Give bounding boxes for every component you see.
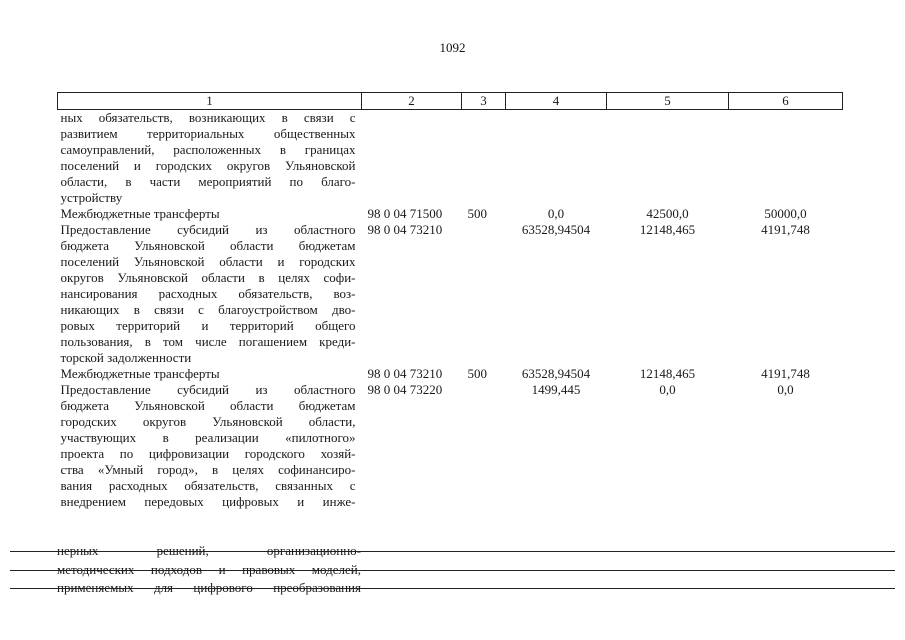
budget-code: 98 0 04 73210 bbox=[367, 366, 443, 381]
expense-type: 500 bbox=[467, 366, 487, 381]
value-col5: 0,0 bbox=[659, 382, 676, 397]
description-line: Предоставление субсидий из областного bbox=[60, 222, 356, 237]
column-header: 6 bbox=[729, 93, 843, 110]
budget-code: 98 0 04 73210 bbox=[367, 222, 443, 237]
struck-text-line: применяемых для цифрового преобразования bbox=[57, 580, 361, 595]
table-row bbox=[58, 366, 843, 382]
value-col5: 12148,465 bbox=[639, 366, 696, 381]
expense-type: 500 bbox=[467, 206, 487, 221]
description-line: развитием территориальных общественных bbox=[60, 126, 356, 141]
column-header-row bbox=[58, 93, 843, 110]
row-description bbox=[58, 110, 362, 207]
description-line: бюджета Ульяновской области бюджетам bbox=[60, 238, 356, 253]
row-description bbox=[58, 382, 362, 510]
row-description bbox=[58, 206, 362, 222]
row-description bbox=[58, 366, 362, 382]
column-header: 1 bbox=[58, 93, 362, 110]
value-col6: 0,0 bbox=[777, 382, 794, 397]
description-line: проекта по цифровизации городского хозяй- bbox=[60, 446, 356, 461]
budget-code: 98 0 04 73220 bbox=[367, 382, 443, 397]
description-line: городских округов Ульяновской области, bbox=[60, 414, 356, 429]
struck-text-line: нерных решений, организационно- bbox=[57, 543, 361, 558]
table-row bbox=[58, 382, 843, 510]
value-col4: 0,0 bbox=[547, 206, 565, 221]
expense-type bbox=[462, 110, 506, 207]
description-line: пользования, в том числе погашением креди- bbox=[60, 334, 356, 349]
column-header: 5 bbox=[607, 93, 729, 110]
value-col4 bbox=[506, 110, 607, 207]
description-line: Межбюджетные трансферты bbox=[60, 206, 220, 221]
description-line: устройству bbox=[60, 190, 123, 205]
description-line: торской задолженности bbox=[60, 350, 192, 365]
value-col6 bbox=[729, 110, 843, 207]
description-line: самоуправлений, расположенных в границах bbox=[60, 142, 356, 157]
column-header: 2 bbox=[362, 93, 462, 110]
description-line: участвующих в реализации «пилотного» bbox=[60, 430, 356, 445]
table-row bbox=[58, 222, 843, 366]
description-line: внедрением передовых цифровых и инже- bbox=[60, 494, 356, 509]
value-col6: 4191,748 bbox=[761, 222, 810, 237]
expense-type bbox=[462, 222, 506, 366]
description-line: никающих в связи с благоустройством дво- bbox=[60, 302, 356, 317]
description-line: поселений Ульяновской области и городских bbox=[60, 254, 356, 269]
struck-text-line: методических подходов и правовых моделей, bbox=[57, 562, 361, 577]
description-line: Межбюджетные трансферты bbox=[60, 366, 220, 381]
description-line: поселений и городских округов Ульяновской bbox=[60, 158, 356, 173]
description-line: ровых территорий и территорий общего bbox=[60, 318, 356, 333]
description-line: вания расходных обязательств, связанных с bbox=[60, 478, 356, 493]
row-description bbox=[58, 222, 362, 366]
value-col4: 63528,94504 bbox=[521, 222, 591, 237]
description-line: бюджета Ульяновской области бюджетам bbox=[60, 398, 356, 413]
description-line: округов Ульяновской области в целях софи- bbox=[60, 270, 356, 285]
description-line: Предоставление субсидий из областного bbox=[60, 382, 356, 397]
expense-type bbox=[462, 382, 506, 510]
table-row bbox=[58, 206, 843, 222]
value-col4: 1499,445 bbox=[531, 382, 581, 397]
description-line: ства «Умный город», в целях софинансиро- bbox=[60, 462, 356, 477]
description-line: нансирования расходных обязательств, воз- bbox=[60, 286, 356, 301]
budget-table bbox=[57, 92, 843, 510]
column-header: 4 bbox=[506, 93, 607, 110]
budget-code: 98 0 04 71500 bbox=[367, 206, 443, 221]
value-col4: 63528,94504 bbox=[521, 366, 591, 381]
description-line: области, в части мероприятий по благо- bbox=[60, 174, 356, 189]
column-header: 3 bbox=[462, 93, 506, 110]
value-col6: 4191,748 bbox=[761, 366, 810, 381]
page-number: 1092 bbox=[439, 40, 466, 55]
value-col5 bbox=[607, 110, 729, 207]
budget-code bbox=[362, 110, 462, 207]
description-line: ных обязательств, возникающих в связи с bbox=[60, 110, 356, 125]
value-col6: 50000,0 bbox=[764, 206, 807, 221]
value-col5: 42500,0 bbox=[646, 206, 689, 221]
value-col5: 12148,465 bbox=[639, 222, 696, 237]
table-row bbox=[58, 110, 843, 207]
